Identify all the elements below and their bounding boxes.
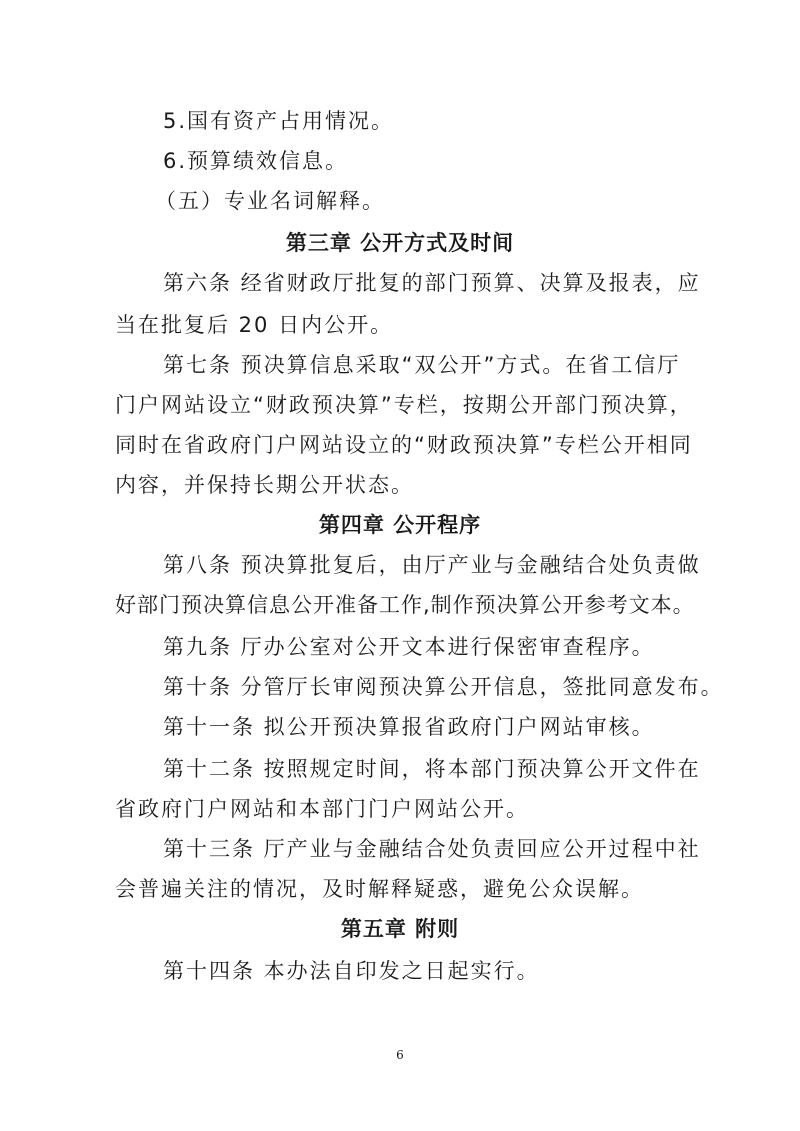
article-14: 第十四条 本办法自印发之日起实行。	[163, 959, 540, 983]
article-13-line-1: 第十三条 厅产业与金融结合处负责回应公开过程中社	[163, 837, 701, 861]
chapter-3-heading: 第三章 公开方式及时间	[285, 231, 515, 255]
page-number: 6	[396, 1048, 404, 1062]
article-8-line-2: 好部门预决算信息公开准备工作,制作预决算公开参考文本。	[115, 593, 695, 617]
article-7-line-3: 同时在省政府门户网站设立的“财政预决算”专栏公开相同	[115, 433, 693, 457]
article-11: 第十一条 拟公开预决算报省政府门户网站审核。	[163, 715, 655, 739]
article-8-line-1: 第八条 预决算批复后，由厅产业与金融结合处负责做	[163, 553, 701, 577]
article-7-line-1: 第七条 预决算信息采取“双公开”方式。在省工信厅	[163, 353, 681, 377]
article-13-line-2: 会普遍关注的情况，及时解释疑惑，避免公众误解。	[115, 877, 644, 901]
article-12-line-2: 省政府门户网站和本部门门户网站公开。	[115, 797, 529, 821]
article-10: 第十条 分管厅长审阅预决算公开信息，签批同意发布。	[163, 675, 724, 699]
chapter-4-heading: 第四章 公开程序	[318, 513, 482, 537]
article-12-line-1: 第十二条 按照规定时间，将本部门预决算公开文件在	[163, 757, 701, 781]
list-item-state-assets: 5.国有资产占用情况。	[163, 109, 395, 133]
chapter-5-heading: 第五章 附则	[340, 917, 460, 941]
article-6-line-1: 第六条 经省财政厅批复的部门预算、决算及报表，应	[163, 271, 701, 295]
list-item-terms: （五）专业名词解释。	[155, 189, 385, 213]
article-7-line-4: 内容，并保持长期公开状态。	[115, 473, 414, 497]
article-6-line-2: 当在批复后 20 日内公开。	[115, 313, 394, 337]
list-item-performance-info: 6.预算绩效信息。	[163, 149, 349, 173]
article-9: 第九条 厅办公室对公开文本进行保密审查程序。	[163, 635, 655, 659]
article-7-line-2: 门户网站设立“财政预决算”专栏，按期公开部门预决算，	[115, 393, 693, 417]
